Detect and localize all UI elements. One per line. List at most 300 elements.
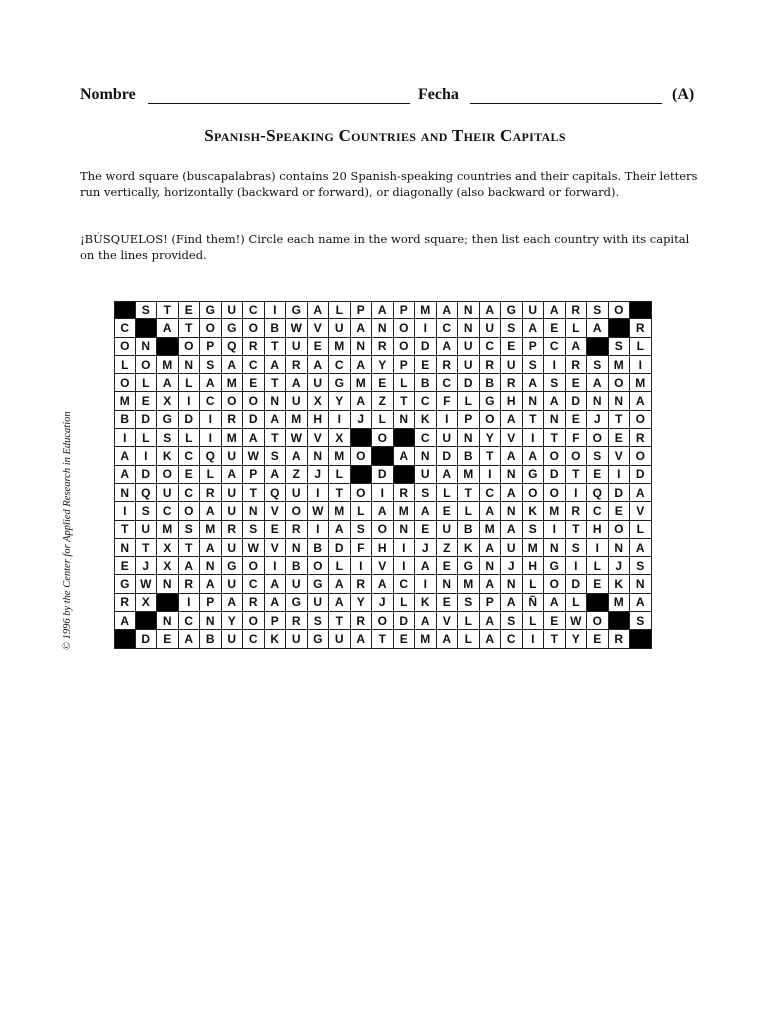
grid-letter-cell[interactable]: X bbox=[157, 539, 179, 557]
grid-letter-cell[interactable]: C bbox=[587, 502, 609, 520]
grid-letter-cell[interactable]: F bbox=[351, 539, 373, 557]
grid-letter-cell[interactable]: L bbox=[351, 502, 373, 520]
grid-letter-cell[interactable]: R bbox=[351, 575, 373, 593]
grid-letter-cell[interactable]: I bbox=[114, 429, 136, 447]
grid-letter-cell[interactable]: A bbox=[501, 594, 523, 612]
grid-letter-cell[interactable]: C bbox=[114, 319, 136, 337]
grid-letter-cell[interactable]: T bbox=[243, 484, 265, 502]
grid-letter-cell[interactable]: A bbox=[265, 466, 287, 484]
grid-letter-cell[interactable]: N bbox=[630, 575, 652, 593]
grid-letter-cell[interactable]: B bbox=[480, 374, 502, 392]
grid-letter-cell[interactable]: V bbox=[265, 502, 287, 520]
grid-letter-cell[interactable]: R bbox=[630, 319, 652, 337]
grid-letter-cell[interactable]: L bbox=[329, 466, 351, 484]
grid-letter-cell[interactable]: A bbox=[480, 630, 502, 648]
grid-letter-cell[interactable]: E bbox=[501, 338, 523, 356]
grid-letter-cell[interactable]: P bbox=[523, 338, 545, 356]
grid-letter-cell[interactable]: A bbox=[179, 557, 201, 575]
grid-letter-cell[interactable]: D bbox=[437, 447, 459, 465]
grid-letter-cell[interactable]: O bbox=[609, 521, 631, 539]
grid-letter-cell[interactable]: A bbox=[114, 466, 136, 484]
grid-letter-cell[interactable]: S bbox=[136, 502, 158, 520]
grid-letter-cell[interactable]: M bbox=[523, 539, 545, 557]
grid-letter-cell[interactable]: E bbox=[114, 557, 136, 575]
grid-letter-cell[interactable]: G bbox=[114, 575, 136, 593]
grid-letter-cell[interactable]: B bbox=[308, 539, 330, 557]
grid-letter-cell[interactable]: I bbox=[544, 356, 566, 374]
grid-letter-cell[interactable]: S bbox=[458, 594, 480, 612]
grid-letter-cell[interactable]: I bbox=[630, 356, 652, 374]
grid-letter-cell[interactable]: L bbox=[200, 466, 222, 484]
grid-letter-cell[interactable]: E bbox=[308, 338, 330, 356]
grid-letter-cell[interactable]: D bbox=[544, 466, 566, 484]
grid-letter-cell[interactable]: W bbox=[308, 502, 330, 520]
grid-letter-cell[interactable]: V bbox=[609, 447, 631, 465]
grid-letter-cell[interactable]: N bbox=[200, 612, 222, 630]
grid-letter-cell[interactable]: N bbox=[437, 575, 459, 593]
grid-letter-cell[interactable]: L bbox=[437, 484, 459, 502]
grid-letter-cell[interactable]: O bbox=[609, 374, 631, 392]
grid-letter-cell[interactable]: A bbox=[351, 630, 373, 648]
grid-letter-cell[interactable]: U bbox=[501, 539, 523, 557]
grid-letter-cell[interactable]: T bbox=[157, 301, 179, 319]
grid-letter-cell[interactable]: P bbox=[394, 301, 416, 319]
grid-letter-cell[interactable]: D bbox=[136, 411, 158, 429]
grid-letter-cell[interactable]: S bbox=[566, 539, 588, 557]
grid-letter-cell[interactable]: R bbox=[480, 356, 502, 374]
grid-letter-cell[interactable]: I bbox=[200, 411, 222, 429]
grid-letter-cell[interactable]: I bbox=[523, 429, 545, 447]
grid-letter-cell[interactable]: T bbox=[265, 374, 287, 392]
grid-letter-cell[interactable]: N bbox=[114, 484, 136, 502]
grid-letter-cell[interactable]: L bbox=[630, 338, 652, 356]
grid-letter-cell[interactable]: E bbox=[566, 374, 588, 392]
grid-letter-cell[interactable]: C bbox=[394, 575, 416, 593]
grid-letter-cell[interactable]: U bbox=[222, 630, 244, 648]
grid-letter-cell[interactable]: N bbox=[587, 392, 609, 410]
grid-letter-cell[interactable]: O bbox=[308, 557, 330, 575]
grid-letter-cell[interactable]: G bbox=[308, 630, 330, 648]
grid-letter-cell[interactable]: E bbox=[437, 502, 459, 520]
grid-letter-cell[interactable]: L bbox=[179, 374, 201, 392]
grid-letter-cell[interactable]: H bbox=[523, 557, 545, 575]
grid-letter-cell[interactable]: M bbox=[200, 521, 222, 539]
grid-letter-cell[interactable]: F bbox=[566, 429, 588, 447]
grid-letter-cell[interactable]: S bbox=[587, 356, 609, 374]
grid-letter-cell[interactable]: Y bbox=[566, 630, 588, 648]
grid-letter-cell[interactable]: A bbox=[630, 484, 652, 502]
grid-letter-cell[interactable]: N bbox=[609, 539, 631, 557]
grid-letter-cell[interactable]: U bbox=[458, 356, 480, 374]
grid-letter-cell[interactable]: L bbox=[458, 612, 480, 630]
grid-letter-cell[interactable]: A bbox=[415, 612, 437, 630]
grid-letter-cell[interactable]: Z bbox=[437, 539, 459, 557]
grid-letter-cell[interactable]: E bbox=[415, 521, 437, 539]
grid-letter-cell[interactable]: E bbox=[136, 392, 158, 410]
grid-letter-cell[interactable]: C bbox=[179, 484, 201, 502]
grid-letter-cell[interactable]: E bbox=[609, 429, 631, 447]
grid-letter-cell[interactable]: R bbox=[286, 521, 308, 539]
grid-letter-cell[interactable]: G bbox=[480, 392, 502, 410]
grid-letter-cell[interactable]: P bbox=[394, 356, 416, 374]
grid-letter-cell[interactable]: L bbox=[523, 612, 545, 630]
grid-letter-cell[interactable]: U bbox=[222, 484, 244, 502]
grid-letter-cell[interactable]: U bbox=[222, 301, 244, 319]
grid-letter-cell[interactable]: N bbox=[501, 575, 523, 593]
grid-letter-cell[interactable]: Q bbox=[136, 484, 158, 502]
grid-letter-cell[interactable]: P bbox=[200, 338, 222, 356]
grid-letter-cell[interactable]: G bbox=[523, 466, 545, 484]
grid-letter-cell[interactable]: M bbox=[351, 374, 373, 392]
grid-letter-cell[interactable]: I bbox=[308, 521, 330, 539]
grid-letter-cell[interactable]: N bbox=[458, 301, 480, 319]
grid-letter-cell[interactable]: R bbox=[437, 356, 459, 374]
grid-letter-cell[interactable]: S bbox=[136, 301, 158, 319]
grid-letter-cell[interactable]: A bbox=[157, 319, 179, 337]
grid-letter-cell[interactable]: G bbox=[157, 411, 179, 429]
grid-letter-cell[interactable]: E bbox=[544, 612, 566, 630]
grid-letter-cell[interactable]: N bbox=[372, 319, 394, 337]
grid-letter-cell[interactable]: L bbox=[587, 557, 609, 575]
grid-letter-cell[interactable]: M bbox=[222, 374, 244, 392]
grid-letter-cell[interactable]: T bbox=[523, 411, 545, 429]
grid-letter-cell[interactable]: A bbox=[286, 447, 308, 465]
grid-letter-cell[interactable]: N bbox=[544, 539, 566, 557]
grid-letter-cell[interactable]: I bbox=[265, 557, 287, 575]
grid-letter-cell[interactable]: P bbox=[351, 301, 373, 319]
grid-letter-cell[interactable]: B bbox=[458, 521, 480, 539]
grid-letter-cell[interactable]: E bbox=[179, 466, 201, 484]
grid-letter-cell[interactable]: E bbox=[566, 411, 588, 429]
grid-letter-cell[interactable]: A bbox=[351, 319, 373, 337]
grid-letter-cell[interactable]: P bbox=[265, 612, 287, 630]
grid-letter-cell[interactable]: O bbox=[351, 447, 373, 465]
grid-letter-cell[interactable]: G bbox=[458, 557, 480, 575]
grid-letter-cell[interactable]: N bbox=[523, 392, 545, 410]
grid-letter-cell[interactable]: A bbox=[372, 502, 394, 520]
grid-letter-cell[interactable]: T bbox=[372, 630, 394, 648]
grid-letter-cell[interactable]: A bbox=[329, 575, 351, 593]
grid-letter-cell[interactable]: L bbox=[458, 502, 480, 520]
grid-letter-cell[interactable]: E bbox=[394, 630, 416, 648]
grid-letter-cell[interactable]: D bbox=[136, 630, 158, 648]
grid-letter-cell[interactable]: O bbox=[179, 338, 201, 356]
grid-letter-cell[interactable]: U bbox=[329, 319, 351, 337]
grid-letter-cell[interactable]: D bbox=[458, 374, 480, 392]
grid-letter-cell[interactable]: T bbox=[179, 319, 201, 337]
grid-letter-cell[interactable]: R bbox=[351, 612, 373, 630]
grid-letter-cell[interactable]: R bbox=[243, 594, 265, 612]
grid-letter-cell[interactable]: A bbox=[480, 502, 502, 520]
grid-letter-cell[interactable]: J bbox=[351, 411, 373, 429]
grid-letter-cell[interactable]: A bbox=[265, 356, 287, 374]
grid-letter-cell[interactable]: I bbox=[179, 392, 201, 410]
grid-letter-cell[interactable]: I bbox=[114, 502, 136, 520]
grid-letter-cell[interactable]: R bbox=[286, 612, 308, 630]
grid-letter-cell[interactable]: C bbox=[437, 374, 459, 392]
grid-letter-cell[interactable]: M bbox=[157, 521, 179, 539]
grid-letter-cell[interactable]: T bbox=[566, 466, 588, 484]
date-line[interactable] bbox=[470, 103, 662, 104]
grid-letter-cell[interactable]: U bbox=[286, 392, 308, 410]
grid-letter-cell[interactable]: U bbox=[415, 466, 437, 484]
grid-letter-cell[interactable]: L bbox=[329, 557, 351, 575]
grid-letter-cell[interactable]: N bbox=[501, 502, 523, 520]
grid-letter-cell[interactable]: U bbox=[157, 484, 179, 502]
grid-letter-cell[interactable]: M bbox=[415, 630, 437, 648]
grid-letter-cell[interactable]: A bbox=[480, 301, 502, 319]
grid-letter-cell[interactable]: H bbox=[587, 521, 609, 539]
grid-letter-cell[interactable]: A bbox=[523, 319, 545, 337]
grid-letter-cell[interactable]: S bbox=[243, 521, 265, 539]
grid-letter-cell[interactable]: A bbox=[415, 502, 437, 520]
grid-letter-cell[interactable]: Ñ bbox=[523, 594, 545, 612]
grid-letter-cell[interactable]: Y bbox=[372, 356, 394, 374]
grid-letter-cell[interactable]: A bbox=[480, 612, 502, 630]
grid-letter-cell[interactable]: A bbox=[222, 594, 244, 612]
grid-letter-cell[interactable]: R bbox=[372, 338, 394, 356]
grid-letter-cell[interactable]: E bbox=[157, 630, 179, 648]
grid-letter-cell[interactable]: I bbox=[609, 466, 631, 484]
grid-letter-cell[interactable]: T bbox=[566, 521, 588, 539]
grid-letter-cell[interactable]: N bbox=[394, 521, 416, 539]
grid-letter-cell[interactable]: S bbox=[179, 521, 201, 539]
grid-letter-cell[interactable]: U bbox=[523, 301, 545, 319]
grid-letter-cell[interactable]: A bbox=[372, 301, 394, 319]
grid-letter-cell[interactable]: A bbox=[179, 630, 201, 648]
grid-letter-cell[interactable]: N bbox=[480, 557, 502, 575]
grid-letter-cell[interactable]: M bbox=[329, 447, 351, 465]
grid-letter-cell[interactable]: X bbox=[136, 594, 158, 612]
grid-letter-cell[interactable]: S bbox=[630, 557, 652, 575]
grid-letter-cell[interactable]: A bbox=[630, 539, 652, 557]
grid-letter-cell[interactable]: I bbox=[136, 447, 158, 465]
grid-letter-cell[interactable]: S bbox=[265, 447, 287, 465]
grid-letter-cell[interactable]: T bbox=[329, 612, 351, 630]
grid-letter-cell[interactable]: L bbox=[630, 521, 652, 539]
grid-letter-cell[interactable]: O bbox=[372, 612, 394, 630]
grid-letter-cell[interactable]: J bbox=[415, 539, 437, 557]
grid-letter-cell[interactable]: L bbox=[394, 374, 416, 392]
grid-letter-cell[interactable]: R bbox=[179, 575, 201, 593]
grid-letter-cell[interactable]: G bbox=[286, 594, 308, 612]
grid-letter-cell[interactable]: S bbox=[157, 429, 179, 447]
grid-letter-cell[interactable]: U bbox=[286, 338, 308, 356]
grid-letter-cell[interactable]: O bbox=[609, 301, 631, 319]
grid-letter-cell[interactable]: T bbox=[114, 521, 136, 539]
grid-letter-cell[interactable]: C bbox=[157, 502, 179, 520]
grid-letter-cell[interactable]: N bbox=[501, 466, 523, 484]
grid-letter-cell[interactable]: C bbox=[480, 484, 502, 502]
grid-letter-cell[interactable]: N bbox=[351, 338, 373, 356]
grid-letter-cell[interactable]: G bbox=[222, 557, 244, 575]
grid-letter-cell[interactable]: R bbox=[222, 411, 244, 429]
grid-letter-cell[interactable]: S bbox=[501, 319, 523, 337]
grid-letter-cell[interactable]: N bbox=[114, 539, 136, 557]
grid-letter-cell[interactable]: E bbox=[243, 374, 265, 392]
grid-letter-cell[interactable]: E bbox=[179, 301, 201, 319]
grid-letter-cell[interactable]: C bbox=[179, 612, 201, 630]
grid-letter-cell[interactable]: R bbox=[222, 521, 244, 539]
grid-letter-cell[interactable]: S bbox=[630, 612, 652, 630]
grid-letter-cell[interactable]: E bbox=[437, 557, 459, 575]
grid-letter-cell[interactable]: N bbox=[609, 392, 631, 410]
grid-letter-cell[interactable]: I bbox=[480, 466, 502, 484]
grid-letter-cell[interactable]: D bbox=[372, 466, 394, 484]
grid-letter-cell[interactable]: M bbox=[286, 411, 308, 429]
grid-letter-cell[interactable]: I bbox=[372, 484, 394, 502]
grid-letter-cell[interactable]: U bbox=[458, 338, 480, 356]
grid-letter-cell[interactable]: S bbox=[587, 447, 609, 465]
grid-letter-cell[interactable]: N bbox=[286, 539, 308, 557]
grid-letter-cell[interactable]: O bbox=[394, 338, 416, 356]
grid-letter-cell[interactable]: W bbox=[286, 429, 308, 447]
grid-letter-cell[interactable]: S bbox=[308, 612, 330, 630]
grid-letter-cell[interactable]: O bbox=[243, 557, 265, 575]
grid-letter-cell[interactable]: D bbox=[566, 575, 588, 593]
grid-letter-cell[interactable]: O bbox=[587, 429, 609, 447]
grid-letter-cell[interactable]: V bbox=[437, 612, 459, 630]
grid-letter-cell[interactable]: A bbox=[308, 356, 330, 374]
grid-letter-cell[interactable]: A bbox=[501, 447, 523, 465]
grid-letter-cell[interactable]: S bbox=[609, 338, 631, 356]
grid-letter-cell[interactable]: M bbox=[609, 356, 631, 374]
grid-letter-cell[interactable]: U bbox=[501, 356, 523, 374]
grid-letter-cell[interactable]: V bbox=[265, 539, 287, 557]
grid-letter-cell[interactable]: A bbox=[630, 392, 652, 410]
grid-letter-cell[interactable]: Y bbox=[329, 392, 351, 410]
grid-letter-cell[interactable]: E bbox=[587, 575, 609, 593]
grid-letter-cell[interactable]: K bbox=[157, 447, 179, 465]
grid-letter-cell[interactable]: A bbox=[523, 374, 545, 392]
grid-letter-cell[interactable]: A bbox=[480, 575, 502, 593]
grid-letter-cell[interactable]: A bbox=[394, 447, 416, 465]
grid-letter-cell[interactable]: E bbox=[437, 594, 459, 612]
grid-letter-cell[interactable]: V bbox=[372, 557, 394, 575]
grid-letter-cell[interactable]: M bbox=[329, 502, 351, 520]
grid-letter-cell[interactable]: D bbox=[609, 484, 631, 502]
grid-letter-cell[interactable]: T bbox=[480, 447, 502, 465]
grid-letter-cell[interactable]: R bbox=[501, 374, 523, 392]
grid-letter-cell[interactable]: M bbox=[329, 338, 351, 356]
grid-letter-cell[interactable]: O bbox=[114, 374, 136, 392]
grid-letter-cell[interactable]: L bbox=[114, 356, 136, 374]
grid-letter-cell[interactable]: U bbox=[222, 447, 244, 465]
grid-letter-cell[interactable]: T bbox=[329, 484, 351, 502]
grid-letter-cell[interactable]: Y bbox=[222, 612, 244, 630]
grid-letter-cell[interactable]: L bbox=[566, 319, 588, 337]
grid-letter-cell[interactable]: N bbox=[458, 429, 480, 447]
grid-letter-cell[interactable]: X bbox=[308, 392, 330, 410]
grid-letter-cell[interactable]: U bbox=[308, 594, 330, 612]
grid-letter-cell[interactable]: W bbox=[243, 447, 265, 465]
grid-letter-cell[interactable]: A bbox=[437, 466, 459, 484]
grid-letter-cell[interactable]: C bbox=[415, 392, 437, 410]
grid-letter-cell[interactable]: P bbox=[458, 411, 480, 429]
grid-letter-cell[interactable]: A bbox=[157, 374, 179, 392]
grid-letter-cell[interactable]: T bbox=[609, 411, 631, 429]
grid-letter-cell[interactable]: I bbox=[566, 557, 588, 575]
grid-letter-cell[interactable]: C bbox=[243, 630, 265, 648]
grid-letter-cell[interactable]: N bbox=[179, 356, 201, 374]
grid-letter-cell[interactable]: V bbox=[308, 319, 330, 337]
grid-letter-cell[interactable]: O bbox=[630, 411, 652, 429]
grid-letter-cell[interactable]: O bbox=[480, 411, 502, 429]
grid-letter-cell[interactable]: I bbox=[544, 521, 566, 539]
grid-letter-cell[interactable]: E bbox=[265, 521, 287, 539]
grid-letter-cell[interactable]: I bbox=[415, 319, 437, 337]
grid-letter-cell[interactable]: M bbox=[458, 575, 480, 593]
grid-letter-cell[interactable]: W bbox=[286, 319, 308, 337]
grid-letter-cell[interactable]: A bbox=[544, 301, 566, 319]
grid-letter-cell[interactable]: U bbox=[437, 429, 459, 447]
grid-letter-cell[interactable]: O bbox=[243, 392, 265, 410]
grid-letter-cell[interactable]: R bbox=[394, 484, 416, 502]
grid-letter-cell[interactable]: A bbox=[265, 411, 287, 429]
grid-letter-cell[interactable]: I bbox=[523, 630, 545, 648]
grid-letter-cell[interactable]: B bbox=[286, 557, 308, 575]
grid-letter-cell[interactable]: A bbox=[501, 484, 523, 502]
grid-letter-cell[interactable]: C bbox=[243, 356, 265, 374]
grid-letter-cell[interactable]: L bbox=[329, 301, 351, 319]
grid-letter-cell[interactable]: C bbox=[179, 447, 201, 465]
grid-letter-cell[interactable]: P bbox=[480, 594, 502, 612]
grid-letter-cell[interactable]: M bbox=[544, 502, 566, 520]
grid-letter-cell[interactable]: N bbox=[394, 411, 416, 429]
grid-letter-cell[interactable]: D bbox=[415, 338, 437, 356]
grid-letter-cell[interactable]: N bbox=[200, 557, 222, 575]
grid-letter-cell[interactable]: D bbox=[136, 466, 158, 484]
grid-letter-cell[interactable]: A bbox=[200, 539, 222, 557]
grid-letter-cell[interactable]: O bbox=[523, 484, 545, 502]
grid-letter-cell[interactable]: U bbox=[329, 630, 351, 648]
grid-letter-cell[interactable]: U bbox=[222, 502, 244, 520]
grid-letter-cell[interactable]: X bbox=[157, 557, 179, 575]
grid-letter-cell[interactable]: P bbox=[243, 466, 265, 484]
grid-letter-cell[interactable]: G bbox=[286, 301, 308, 319]
grid-letter-cell[interactable]: U bbox=[136, 521, 158, 539]
grid-letter-cell[interactable]: M bbox=[222, 429, 244, 447]
grid-letter-cell[interactable]: M bbox=[458, 466, 480, 484]
grid-letter-cell[interactable]: R bbox=[630, 429, 652, 447]
grid-letter-cell[interactable]: O bbox=[200, 319, 222, 337]
grid-letter-cell[interactable]: D bbox=[630, 466, 652, 484]
grid-letter-cell[interactable]: T bbox=[544, 429, 566, 447]
grid-letter-cell[interactable]: L bbox=[372, 411, 394, 429]
grid-letter-cell[interactable]: I bbox=[308, 484, 330, 502]
grid-letter-cell[interactable]: S bbox=[351, 521, 373, 539]
grid-letter-cell[interactable]: A bbox=[329, 594, 351, 612]
grid-letter-cell[interactable]: A bbox=[200, 374, 222, 392]
grid-letter-cell[interactable]: C bbox=[200, 392, 222, 410]
grid-letter-cell[interactable]: I bbox=[415, 575, 437, 593]
grid-letter-cell[interactable]: A bbox=[480, 539, 502, 557]
grid-letter-cell[interactable]: U bbox=[286, 575, 308, 593]
grid-letter-cell[interactable]: L bbox=[566, 594, 588, 612]
grid-letter-cell[interactable]: R bbox=[286, 356, 308, 374]
grid-letter-cell[interactable]: B bbox=[265, 319, 287, 337]
grid-letter-cell[interactable]: U bbox=[308, 374, 330, 392]
grid-letter-cell[interactable]: E bbox=[587, 630, 609, 648]
grid-letter-cell[interactable]: A bbox=[265, 594, 287, 612]
grid-letter-cell[interactable]: O bbox=[630, 447, 652, 465]
grid-letter-cell[interactable]: M bbox=[480, 521, 502, 539]
grid-letter-cell[interactable]: A bbox=[372, 575, 394, 593]
grid-letter-cell[interactable]: I bbox=[179, 594, 201, 612]
grid-letter-cell[interactable]: O bbox=[179, 502, 201, 520]
grid-letter-cell[interactable]: T bbox=[394, 392, 416, 410]
grid-letter-cell[interactable]: H bbox=[501, 392, 523, 410]
